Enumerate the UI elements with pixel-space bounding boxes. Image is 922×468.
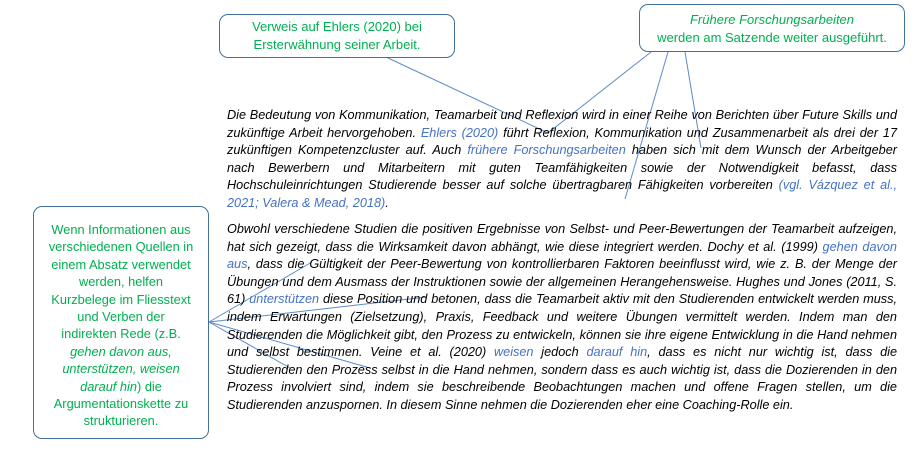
callout-line: Wenn Informationen aus (51, 222, 191, 237)
verb-darauf-hin: darauf hin (586, 345, 648, 360)
callout-line: einem Absatz verwendet (51, 256, 191, 272)
verb-gehen-davon-aus: gehen davon aus (227, 239, 897, 272)
callout-line: werden, helfen (79, 274, 163, 290)
callout-argumentation-chain (33, 206, 209, 439)
paragraph-future-skills: Die Bedeutung von Kommunikation, Teamarbeit und Reflexion wird in einer Reihe von Berichten über Future Skills und zukünftige Arbeit hervorgehoben. Ehlers (2020) führt Reflexion, Kommunikation und Zusammenarbeit als drei der 17 zukünftigen Kompetenzcluster auf. Auch frühere Forschungsarbeiten haben sich mit dem Wunsch der Arbeitgeber nach Bewerbern und Mitarbeitern mit guten Teamfähigkeiten sowie der Notwendigkeit befasst, dass Hochschuleinrichtungen Studierende besser auf solche übertragbaren Fähigkeiten vorbereiten (vgl. Vázquez et al., 2021; Valera & Mead, 2018). (227, 108, 897, 210)
paragraph-peer-assessment: Obwohl verschiedene Studien die positiven Ergebnisse von Selbst- und Peer-Bewertungen der Teamarbeit aufzeigen, hat sich gezeigt, dass die Wirksamkeit davon abhängt, wie diese integriert werden. Dochy et al. (1999) gehen davon aus, dass die Gültigkeit der Peer-Bewertung von kontrollierbaren Faktoren beeinflusst wird, wie z. B. der Menge der Übungen und dem Ausmass der Instruktionen sowie der allgemeinen Herangehensweise. Hughes und Jones (2011, S. 61) unterstützen diese Position und betonen, dass die Teamarbeit aktiv mit den Studierenden entwickelt werden muss, indem Erwartungen (Zielsetzung), Praxis, Feedback und weitere Übungen vermittelt werden. Indem man den Studierenden die Möglichkeit gibt, den Prozess zu entwickeln, können sie ihre eigene Entwicklung in die Hand nehmen und selbst bestimmen. Veine et al. (2020) weisen jedoch darauf hin, dass es nicht nur wichtig ist, dass die Studierenden den Prozess selbst in die Hand nehmen, sondern dass es auch wichtig ist, dass die Dozierenden in den Prozess involviert sind, indem sie beschreibende Beobachtungen machen und offene Fragen stellen, um die Studierenden anzuspornen. In diesem Sinne nehmen die Dozierenden eher eine Coaching-Rolle ein. (227, 222, 897, 412)
callout-line: strukturieren. (83, 413, 159, 429)
callout-line: verschiedenen Quellen in (48, 239, 194, 255)
callout-line: Frühere Forschungsarbeiten (689, 12, 855, 27)
callout-line: indirekten Rede (z.B. (61, 326, 181, 342)
callout-line: unterstützen, weisen (62, 361, 180, 377)
callout-line: Ersterwähnung seiner Arbeit. (253, 36, 421, 52)
callout-line: Kurzbelege im Fliesstext (51, 291, 191, 307)
callout-line: werden am Satzende weiter ausgeführt. (657, 29, 887, 45)
callout-ehlers-reference (219, 14, 455, 58)
callout-line: Argumentationskette zu (53, 396, 189, 412)
highlight-earlier-research: frühere Forschungsarbeiten (467, 143, 626, 158)
callout-line: und Verben der (77, 309, 165, 325)
verb-weisen: weisen (494, 345, 534, 360)
callout-line: gehen davon aus, (70, 343, 172, 359)
verb-unterstuetzen: unterstützen (249, 292, 320, 307)
citation-ehlers: Ehlers (2020) (420, 125, 499, 140)
callout-line: darauf hin) die (80, 378, 162, 394)
callout-earlier-research (639, 4, 905, 52)
citation-vazquez-valera: (vgl. Vázquez et al., 2021; Valera & Mead, 2018) (227, 178, 897, 210)
callout-line: Verweis auf Ehlers (2020) bei (252, 19, 422, 34)
